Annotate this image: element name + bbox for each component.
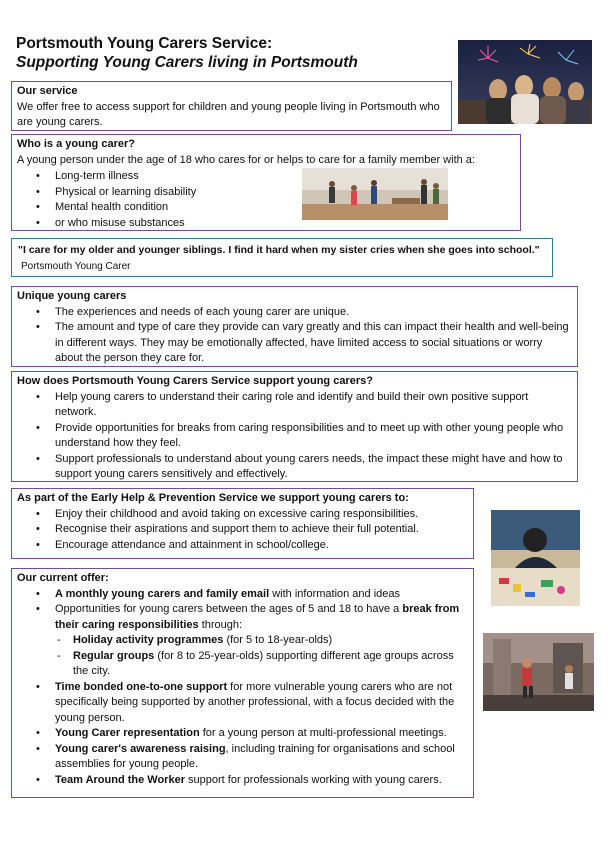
list-item: • Help young carers to understand their caring role and identify and build their own positive support network.	[17, 390, 572, 421]
who-heading: Who is a young carer?	[17, 138, 135, 150]
unique-heading: Unique young carers	[17, 290, 127, 302]
list-item: • Provide opportunities for breaks from caring responsibilities and to meet up with other young people who understand how they feel.	[17, 421, 572, 452]
list-item: • Young Carer representation for a young person at multi-professional meetings.	[17, 726, 468, 742]
how-support-box	[11, 371, 578, 482]
quote-text: "I care for my older and younger siblings. I find it hard when my sister cries when she goes into school."	[18, 244, 540, 256]
list-item: • Enjoy their childhood and avoid taking on excessive caring responsibilities.	[17, 507, 468, 523]
list-item: • The amount and type of care they provide can vary greatly and this can impact their health and well-being in different ways. They may be emotionally affected, have limited access to social situations or worry about the person they care for.	[17, 320, 572, 367]
early-help-box	[11, 488, 474, 559]
list-item: • Recognise their aspirations and support them to achieve their full potential.	[17, 522, 468, 538]
list-item: • Support professionals to understand about young carers needs, the impact these might have and how to support young carers sensitively and effectively.	[17, 452, 572, 483]
page-title-line2: Supporting Young Carers living in Portsmouth	[16, 54, 358, 71]
early-help-heading: As part of the Early Help & Prevention Service we support young carers to:	[17, 492, 409, 504]
list-item: • Young carer's awareness raising, including training for organisations and school assemblies for young people.	[17, 742, 468, 773]
list-item: • or who misuse substances	[17, 216, 515, 232]
list-item: - Regular groups (for 8 to 25-year-olds) supporting different age groups across the city.	[55, 649, 468, 680]
early-help-list	[17, 507, 468, 554]
offer-heading: Our current offer:	[17, 572, 109, 584]
climbing-photo	[483, 633, 594, 711]
our-service-text: We offer free to access support for children and young people living in Portsmouth who are young carers.	[17, 100, 440, 128]
list-item: • Opportunities for young carers between the ages of 5 and 18 to have a break from their caring responsibilities through: - Holiday activity programmes (for 5 to 18-year-olds) - Regular groups (for 8 to 25-year-olds) supporting different age groups across the city.	[17, 602, 468, 680]
crafts-photo	[491, 510, 580, 606]
fireworks-group-photo	[458, 40, 592, 124]
list-item: • Time bonded one-to-one support for more vulnerable young carers who are not specifically being supported by another professional, with a focus decided with the young person.	[17, 680, 468, 727]
list-item: • A monthly young carers and family email with information and ideas	[17, 587, 468, 603]
how-list	[17, 390, 572, 483]
list-item: • Team Around the Worker support for professionals working with young carers.	[17, 773, 468, 789]
quote-attribution: Portsmouth Young Carer	[21, 260, 131, 272]
sports-hall-photo	[302, 168, 448, 220]
list-item: • Encourage attendance and attainment in school/college.	[17, 538, 468, 554]
unique-young-carers-box	[11, 286, 578, 367]
how-heading: How does Portsmouth Young Carers Service support young carers?	[17, 375, 373, 387]
list-item: • Physical or learning disability	[17, 185, 515, 201]
unique-list	[17, 305, 572, 367]
list-item: • The experiences and needs of each young carer are unique.	[17, 305, 572, 321]
quote-box	[11, 238, 553, 277]
our-service-heading: Our service	[17, 85, 78, 97]
offer-sublist	[55, 633, 468, 680]
our-service-box	[11, 81, 452, 131]
current-offer-box	[11, 568, 474, 798]
list-item: - Holiday activity programmes (for 5 to 18-year-olds)	[55, 633, 468, 649]
offer-list	[17, 587, 468, 789]
page-title-line1: Portsmouth Young Carers Service:	[16, 35, 273, 52]
list-item: • Long-term illness	[17, 169, 515, 185]
list-item: • Mental health condition	[17, 200, 515, 216]
who-intro: A young person under the age of 18 who cares for or helps to care for a family member with a:	[17, 153, 475, 166]
